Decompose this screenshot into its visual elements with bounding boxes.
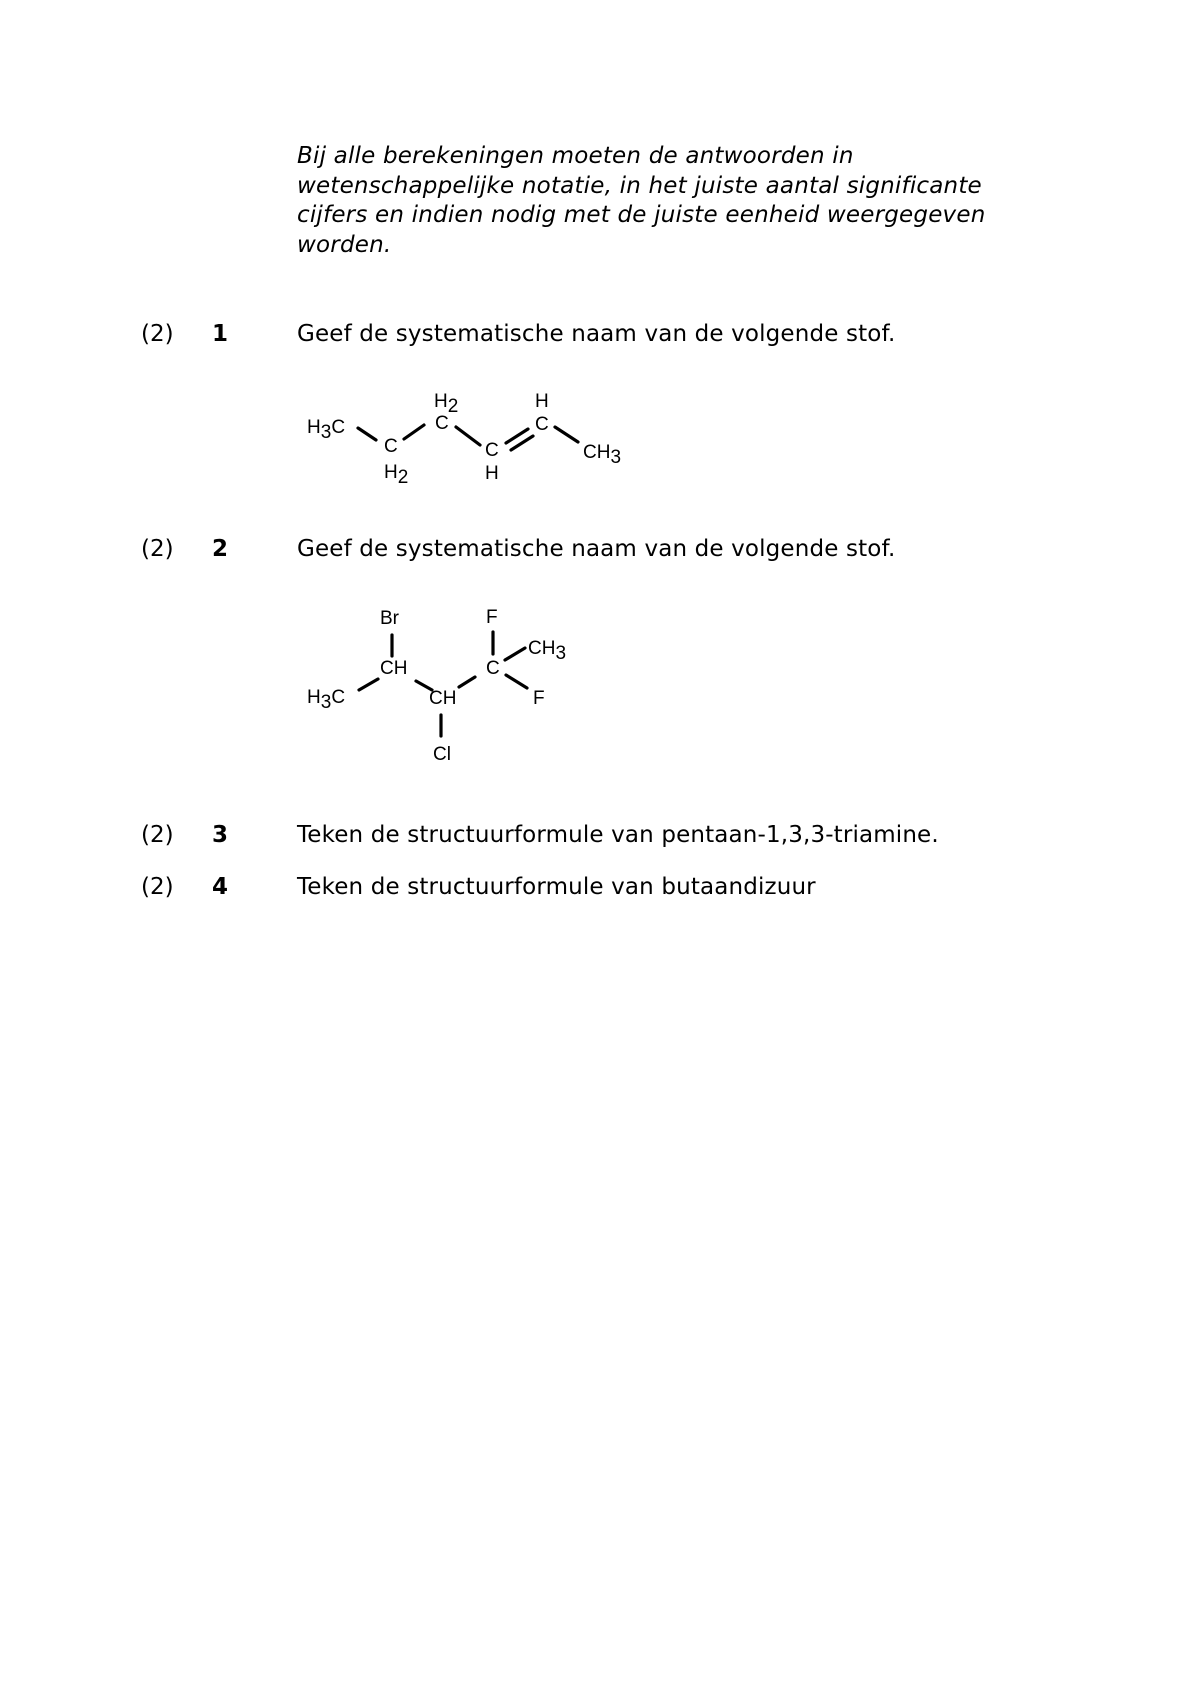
atom-ch: CH [380,658,408,679]
question-number: 4 [212,874,229,900]
atom-h2-above: H2 [434,391,459,417]
atom-h3c: H3C [307,417,346,443]
atom-f: F [486,607,498,628]
atom-c: C [384,436,398,457]
structure-formula-2 [300,600,600,775]
bond [456,427,480,445]
structure-formula-1 [300,385,640,500]
atom-c: C [485,440,499,461]
atom-h-below: H [485,463,499,484]
question-number: 3 [212,822,229,848]
question-text: Geef de systematische naam van de volgende stof. [297,321,896,347]
atom-ch3: CH3 [528,638,567,664]
question-text: Geef de systematische naam van de volgende stof. [297,536,896,562]
atom-ch3: CH3 [583,442,622,468]
atom-c: C [535,414,549,435]
question-number: 2 [212,536,229,562]
bond [506,675,527,688]
atom-ch: CH [429,688,457,709]
bond [505,648,525,660]
question-points: (2) [141,874,174,900]
question-points: (2) [141,321,174,347]
question-text: Teken de structuurformule van butaandizuur [297,874,816,900]
question-points: (2) [141,536,174,562]
atom-br: Br [380,608,399,629]
question-points: (2) [141,822,174,848]
atom-h-above: H [535,391,549,412]
bond [459,677,475,687]
atom-c: C [435,413,449,434]
bond [358,428,376,440]
question-text: Teken de structuurformule van pentaan-1,3,3-triamine. [297,822,939,848]
atom-h3c: H3C [307,687,346,713]
atom-h2-below: H2 [384,462,409,488]
atom-cl: Cl [433,744,451,765]
calculation-instructions-note: Bij alle berekeningen moeten de antwoorden in wetenschappelijke notatie, in het juiste aantal significante cijfers en indien nodig met de juiste eenheid weergegeven worden. [297,143,986,258]
atom-f: F [533,688,545,709]
bond [359,679,378,690]
bond [555,427,578,442]
question-number: 1 [212,321,229,347]
bond [404,425,424,439]
atom-c: C [486,658,500,679]
